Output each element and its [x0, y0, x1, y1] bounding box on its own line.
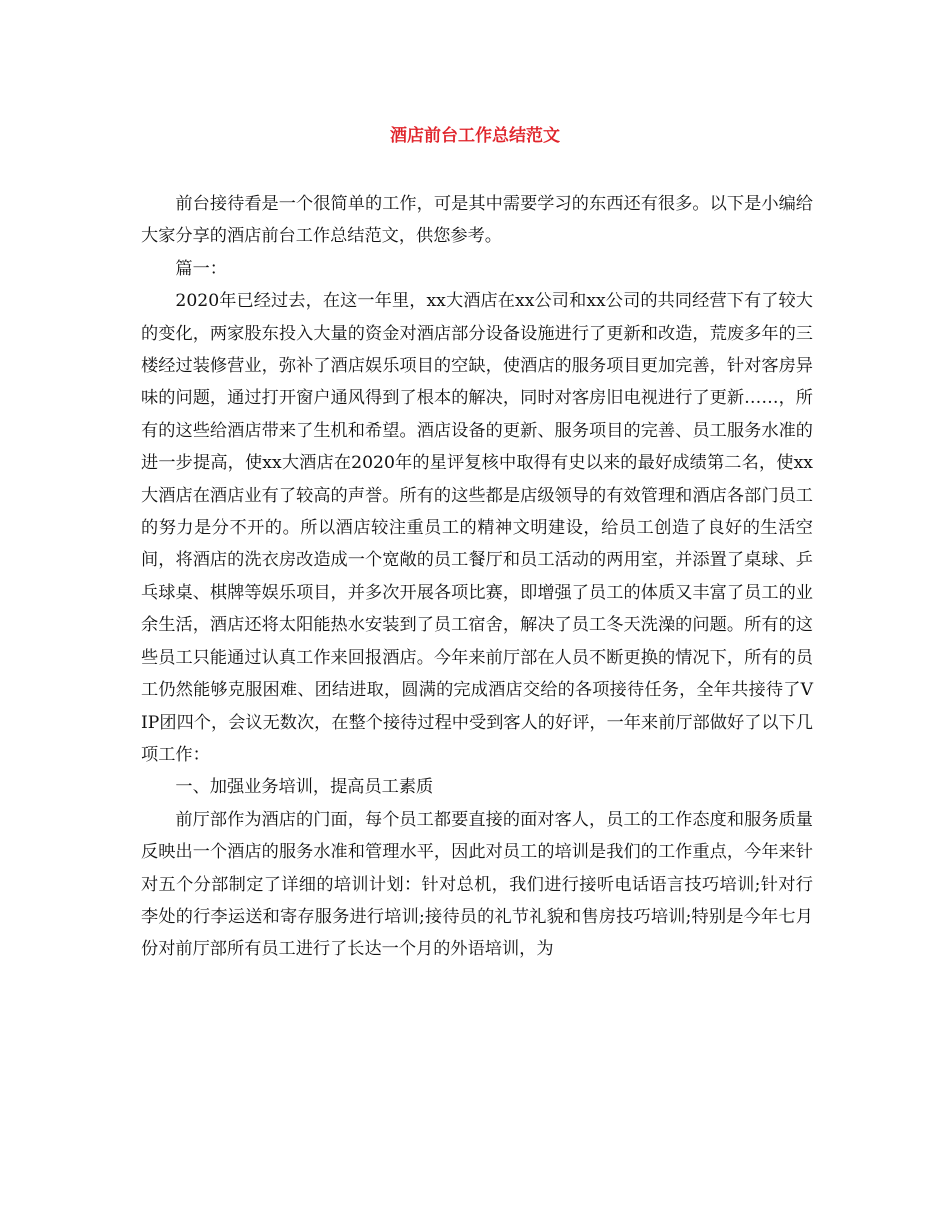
- paragraph-section-label: 篇一：: [175, 258, 227, 279]
- paragraph-main: 2020年已经过去，在这一年里，xx大酒店在xx公司和xx公司的共同经营下有了较大的变化，两家股东投入大量的资金对酒店部分设备设施进行了更新和改造，荒废多年的三楼经过装修营业，弥补了酒店娱乐项目的空缺，使酒店的服务项目更加完善，针对客房异味的问题，通过打开窗户通风得到了根本的解决，同时对客房旧电视进行了更新……，所有的这些给酒店带来了生机和希望。酒店设备的更新、服务项目的完善、员工服务水准的进一步提高，使xx大酒店在2020年的星评复核中取得有史以来的最好成绩第二名，使xx大酒店在酒店业有了较高的声誉。所有的这些都是店级领导的有效管理和酒店各部门员工的努力是分不开的。所以酒店较注重员工的精神文明建设，给员工创造了良好的生活空间，将酒店的洗衣房改造成一个宽敞的员工餐厅和员工活动的两用室，并添置了桌球、乒乓球桌、棋牌等娱乐项目，并多次开展各项比赛，即增强了员工的体质又丰富了员工的业余生活，酒店还将太阳能热水安装到了员工宿舍，解决了员工冬天洗澡的问题。所有的这些员工只能通过认真工作来回报酒店。今年来前厅部在人员不断更换的情况下，所有的员工仍然能够克服困难、团结进取，圆满的完成酒店交给的各项接待任务，全年共接待了VIP团四个，会议无数次，在整个接待过程中受到客人的好评，一年来前厅部做好了以下几项工作：: [141, 291, 813, 765]
- document-body: [141, 188, 813, 966]
- paragraph-training: 前厅部作为酒店的门面，每个员工都要直接的面对客人，员工的工作态度和服务质量反映出一个酒店的服务水准和管理水平，因此对员工的培训是我们的工作重点，今年来针对五个分部制定了详细的培训计划：针对总机，我们进行接听电话语言技巧培训;针对行李处的行李运送和寄存服务进行培训;接待员的礼节礼貌和售房技巧培训;特别是今年七月份对前厅部所有员工进行了长达一个月的外语培训，为: [141, 809, 813, 960]
- document-title: 酒店前台工作总结范文: [390, 126, 560, 146]
- paragraph-heading-one: 一、加强业务培训，提高员工素质: [175, 777, 434, 798]
- paragraph-intro: 前台接待看是一个很简单的工作，可是其中需要学习的东西还有很多。以下是小编给大家分享的酒店前台工作总结范文，供您参考。: [141, 194, 813, 247]
